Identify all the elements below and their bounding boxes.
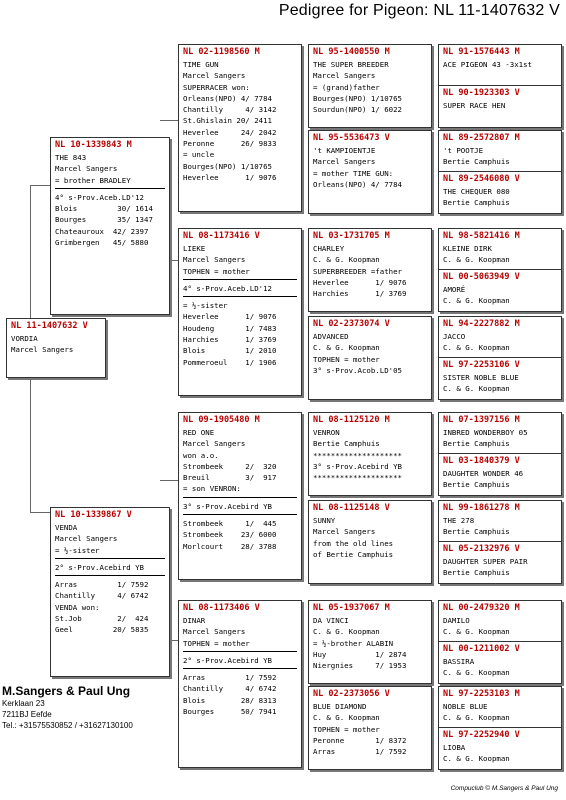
connector-line [30,512,50,513]
pedigree-line: ADVANCED [313,332,349,341]
pedigree-line: AMORÉ [443,285,466,294]
pedigree-line: INBRED WONDERBOY 05 [443,428,528,437]
page-title: Pedigree for Pigeon: NL 11-1407632 V [278,2,560,19]
pedigree-line: NOBLE BLUE [443,702,488,711]
pedigree-line: Bertie Camphuis [443,527,510,537]
separator-line [55,188,165,189]
pedigree-line: Arras 1/ 7592 [55,580,149,590]
pedigree-line: TOPHEN = mother [183,638,250,648]
pedigree-line: = ½-sister [183,301,228,311]
pedigree-line: Breuil 3/ 917 [183,473,277,483]
great-grandparent-box[interactable] [308,44,432,128]
pedigree-line: C. & G. Koopman [443,255,510,265]
pedigree-line: Strombeek 2/ 320 [183,461,277,471]
pedigree-line: Chantilly 4/ 6742 [183,684,277,694]
separator-line [55,558,165,559]
pedigree-line: SUNNY [313,516,336,525]
pedigree-line: Bourges 35/ 1347 [55,215,153,225]
pedigree-line: Marcel Sangers [183,255,246,265]
pedigree-line: = ½-sister [55,545,100,555]
pedigree-line: Huy 1/ 2874 [313,649,407,659]
pedigree-line: Bertie Camphuis [443,480,510,490]
pedigree-line: Arras 1/ 7592 [183,673,277,683]
pedigree-line: Peronne 1/ 8372 [313,735,407,745]
gen4-card[interactable] [439,86,561,127]
pedigree-line: of Bertie Camphuis [313,549,394,559]
pedigree-line: C. & G. Koopman [313,343,380,353]
ring-number: NL 89-2546080 V [443,174,520,184]
ring-number: NL 08-1125148 V [313,503,390,513]
gen4-pair-box [438,686,562,770]
gen4-pair-box [438,130,562,214]
pedigree-line: THE CHEQUER 080 [443,187,510,196]
pedigree-line: Peronne 26/ 9833 [183,139,277,149]
gen4-card[interactable] [439,358,561,399]
pedigree-line: Marcel Sangers [183,71,246,81]
pedigree-line: Bertie Camphuis [313,439,380,449]
gen4-card[interactable] [439,454,561,495]
pedigree-line: Bertie Camphuis [443,157,510,167]
connector-line [30,185,50,186]
ring-number: NL 98-5821416 M [443,231,520,241]
pedigree-line: BASSIRA [443,657,475,666]
dam-box[interactable] [50,507,170,677]
ring-number: NL 97-2253106 V [443,360,520,370]
pedigree-line: Marcel Sangers [313,71,376,81]
pedigree-line: Pommeroeul 1/ 1906 [183,357,277,367]
gen4-pair-box [438,600,562,684]
ring-number: NL 02-2373056 V [313,689,390,699]
owner-phone: Tel.: +31575530852 / +31627130100 [2,721,133,730]
pedigree-line: 't POOTJE [443,146,484,155]
pedigree-line: Marcel Sangers [313,157,376,167]
connector-line [30,185,31,318]
pedigree-line: = son VENRON: [183,484,241,494]
pedigree-line: SUPER RACE HEN [443,101,506,110]
pedigree-line: Marcel Sangers [313,527,376,537]
pedigree-line: LIEKE [183,244,206,253]
subject-box[interactable] [6,318,106,378]
pedigree-line: SUPERBREEDER =father [313,266,402,276]
pedigree-line: TOPHEN = mother [313,354,380,364]
pedigree-line: Geel 20/ 5835 [55,625,149,635]
pedigree-line: C. & G. Koopman [443,343,510,353]
pedigree-line: DINAR [183,616,206,625]
pedigree-line: TOPHEN = mother [313,724,380,734]
grandparent-box[interactable] [178,412,302,580]
ring-number: NL 08-1173416 V [183,231,260,241]
pedigree-line: C. & G. Koopman [443,668,510,678]
ring-number: NL 95-5536473 V [313,133,390,143]
pedigree-line: SISTER NOBLE BLUE [443,373,519,382]
pedigree-line: Marcel Sangers [55,534,118,544]
ring-number: NL 99-1861278 M [443,503,520,513]
pedigree-line: Niergnies 7/ 1953 [313,661,407,671]
pedigree-line: 't KAMPIOENTJE [313,146,376,155]
gen4-pair-box [438,412,562,496]
pedigree-line: 4° s-Prov.Aceb.LD'12 [183,283,272,293]
pedigree-line: JACCO [443,332,466,341]
pedigree-line: SUPERRACER won: [183,82,250,92]
pedigree-line: DAUGHTER WONDER 46 [443,469,524,478]
gen4-card[interactable] [439,687,561,728]
gen4-card[interactable] [439,601,561,642]
separator-line [183,668,297,669]
grandparent-box[interactable] [178,600,302,768]
ring-number: NL 89-2572807 M [443,133,520,143]
pedigree-line: Orleans(NPO) 4/ 7784 [183,93,272,103]
gen4-pair-box [438,316,562,400]
gen4-card[interactable] [439,172,561,213]
pedigree-line: VENDA won: [55,602,100,612]
ring-number: NL 91-1576443 M [443,47,520,57]
ring-number: NL 00-2479320 M [443,603,520,613]
pedigree-line: C. & G. Koopman [443,384,510,394]
pedigree-line: C. & G. Koopman [443,627,510,637]
pedigree-line: Heverlee 24/ 2042 [183,127,277,137]
pedigree-line: THE SUPER BREEDER [313,60,389,69]
ring-number: NL 08-1125120 M [313,415,390,425]
gen4-card[interactable] [439,542,561,583]
subject-ring: NL 11-1407632 V [11,321,88,331]
pedigree-line: = mother TIME GUN: [313,168,394,178]
ring-number: NL 95-1400550 M [313,47,390,57]
owner-block [2,684,133,731]
pedigree-line: 4° s-Prov.Aceb.LD'12 [55,192,144,202]
pedigree-line: Harchies 1/ 3769 [313,289,407,299]
pedigree-line: = ½-brother ALABIN [313,638,394,648]
pedigree-line: VENRON [313,428,340,437]
grandparent-box[interactable] [178,44,302,212]
great-grandparent-box[interactable] [308,316,432,400]
great-grandparent-box[interactable] [308,686,432,770]
pedigree-line: 3° s-Prov.Acob.LD'05 [313,365,402,375]
pedigree-line: from the old lines [313,538,394,548]
pedigree-line: Arras 1/ 7592 [313,747,407,757]
pedigree-line: VENDA [55,523,78,532]
sire-box[interactable] [50,137,170,315]
ring-number: NL 94-2227882 M [443,319,520,329]
pedigree-line: Strombeek 23/ 6000 [183,530,277,540]
pedigree-line: THE 278 [443,516,475,525]
pedigree-line: Heverlee 1/ 9076 [183,172,277,182]
connector-line [30,378,31,512]
pedigree-line: BLUE DIAMOND [313,702,367,711]
pedigree-line: Grimbergen 45/ 5880 [55,238,149,248]
pedigree-line: Morlcourt 28/ 3788 [183,541,277,551]
pedigree-line: C. & G. Koopman [443,713,510,723]
pedigree-line: Blois 30/ 1614 [55,204,153,214]
pedigree-line: TOPHEN = mother [183,266,250,276]
pedigree-line: = brother BRADLEY [55,175,131,185]
ring-number: NL 97-2253103 M [443,689,520,699]
pedigree-line: LIOBA [443,743,466,752]
ring-number: NL 09-1905480 M [183,415,260,425]
pedigree-line: St.Ghislain 20/ 2411 [183,116,272,126]
pedigree-line: Chateauroux 42/ 2397 [55,226,149,236]
pedigree-line: C. & G. Koopman [313,627,380,637]
separator-line [183,497,297,498]
pedigree-line: Harchies 1/ 3769 [183,335,277,345]
ring-number: NL 07-1397156 M [443,415,520,425]
owner-city: 7211BJ Eefde [2,710,52,719]
pedigree-line: 3° s-Prov.Acebird YB [183,501,272,511]
pedigree-line: Chantilly 4/ 6742 [55,591,149,601]
pedigree-line: = uncle [183,150,215,160]
pedigree-line: TIME GUN [183,60,219,69]
pedigree-line: Bertie Camphuis [443,198,510,208]
pedigree-line: Strombeek 1/ 445 [183,519,277,529]
pedigree-line: DAUGHTER SUPER PAIR [443,557,528,566]
pedigree-line: RED ONE [183,428,215,437]
great-grandparent-box[interactable] [308,228,432,312]
dam-ring: NL 10-1339867 V [55,510,132,520]
pedigree-line: Sourdun(NPO) 1/ 6022 [313,105,402,115]
pedigree-line: 3° s-Prov.Acebird YB [313,461,402,471]
pedigree-line: = (grand)father [313,82,380,92]
ring-number: NL 97-2252940 V [443,730,520,740]
separator-line [183,514,297,515]
ring-number: NL 00-5063949 V [443,272,520,282]
pedigree-line: St.Job 2/ 424 [55,614,149,624]
pedigree-line: Orleans(NPO) 4/ 7784 [313,179,402,189]
great-grandparent-box[interactable] [308,412,432,496]
ring-number: NL 02-1198560 M [183,47,260,57]
pedigree-line: Heverlee 1/ 9076 [183,312,277,322]
ring-number: NL 03-1731705 M [313,231,390,241]
pedigree-line: ******************** [313,473,402,483]
ring-number: NL 05-1937067 M [313,603,390,613]
pedigree-line: DAMILO [443,616,470,625]
gen4-card[interactable] [439,131,561,172]
ring-number: NL 05-2132976 V [443,544,520,554]
great-grandparent-box[interactable] [308,500,432,584]
pedigree-line: C. & G. Koopman [443,754,510,764]
pedigree-line: THE 843 [55,153,87,162]
ring-number: NL 90-1923303 V [443,88,520,98]
great-grandparent-box[interactable] [308,600,432,684]
gen4-card[interactable] [439,317,561,358]
pedigree-line: ******************** [313,450,402,460]
separator-line [55,575,165,576]
ring-number: NL 02-2373074 V [313,319,390,329]
connector-line [160,120,178,121]
ring-number: NL 08-1173406 V [183,603,260,613]
pedigree-line: DA VINCI [313,616,349,625]
separator-line [183,296,297,297]
pedigree-line: Houdeng 1/ 7483 [183,323,277,333]
grandparent-box[interactable] [178,228,302,396]
great-grandparent-box[interactable] [308,130,432,214]
subject-name: VORDIA [11,334,38,343]
gen4-card[interactable] [439,728,561,769]
pedigree-line: Bourges 50/ 7941 [183,707,277,717]
pedigree-line: Bertie Camphuis [443,439,510,449]
separator-line [183,279,297,280]
sire-ring: NL 10-1339843 M [55,140,132,150]
gen4-card[interactable] [439,501,561,542]
pedigree-line: Marcel Sangers [55,164,118,174]
pedigree-line: Marcel Sangers [183,627,246,637]
pedigree-line: CHARLEY [313,244,345,253]
pedigree-line: 2° s-Prov.Acebird YB [55,562,144,572]
pedigree-line: C. & G. Koopman [443,296,510,306]
gen4-card[interactable] [439,229,561,270]
pedigree-line: Bourges(NPO) 1/10765 [313,93,402,103]
pedigree-line: C. & G. Koopman [313,255,380,265]
owner-address: Kerklaan 23 [2,699,45,708]
pedigree-line: Blois 1/ 2010 [183,346,277,356]
pedigree-line: Chantilly 4/ 3142 [183,105,277,115]
pedigree-line: Bertie Camphuis [443,568,510,578]
footer-credit: Compuclub © M.Sangers & Paul Ung [450,785,558,792]
separator-line [183,651,297,652]
pedigree-line: Heverlee 1/ 9076 [313,277,407,287]
ring-number: NL 00-1211002 V [443,644,520,654]
pedigree-line: won a.o. [183,450,219,460]
ring-number: NL 03-1840379 V [443,456,520,466]
pedigree-line: 2° s-Prov.Acebird YB [183,655,272,665]
gen4-pair-box [438,500,562,584]
pedigree-line: Bourges(NPO) 1/10765 [183,161,272,171]
gen4-card[interactable] [439,413,561,454]
gen4-card[interactable] [439,642,561,683]
pedigree-line: KLEINE DIRK [443,244,492,253]
pedigree-line: ACE PIGEON 43 -3x1st [443,60,532,69]
subject-breeder: Marcel Sangers [11,345,74,355]
pedigree-line: Blois 28/ 8313 [183,695,277,705]
gen4-card[interactable] [439,45,561,86]
gen4-card[interactable] [439,270,561,311]
gen4-pair-box [438,228,562,312]
pedigree-line: C. & G. Koopman [313,713,380,723]
pedigree-line: Marcel Sangers [183,439,246,449]
gen4-pair-box [438,44,562,128]
owner-name: M.Sangers & Paul Ung [2,684,131,698]
connector-line [160,480,178,481]
